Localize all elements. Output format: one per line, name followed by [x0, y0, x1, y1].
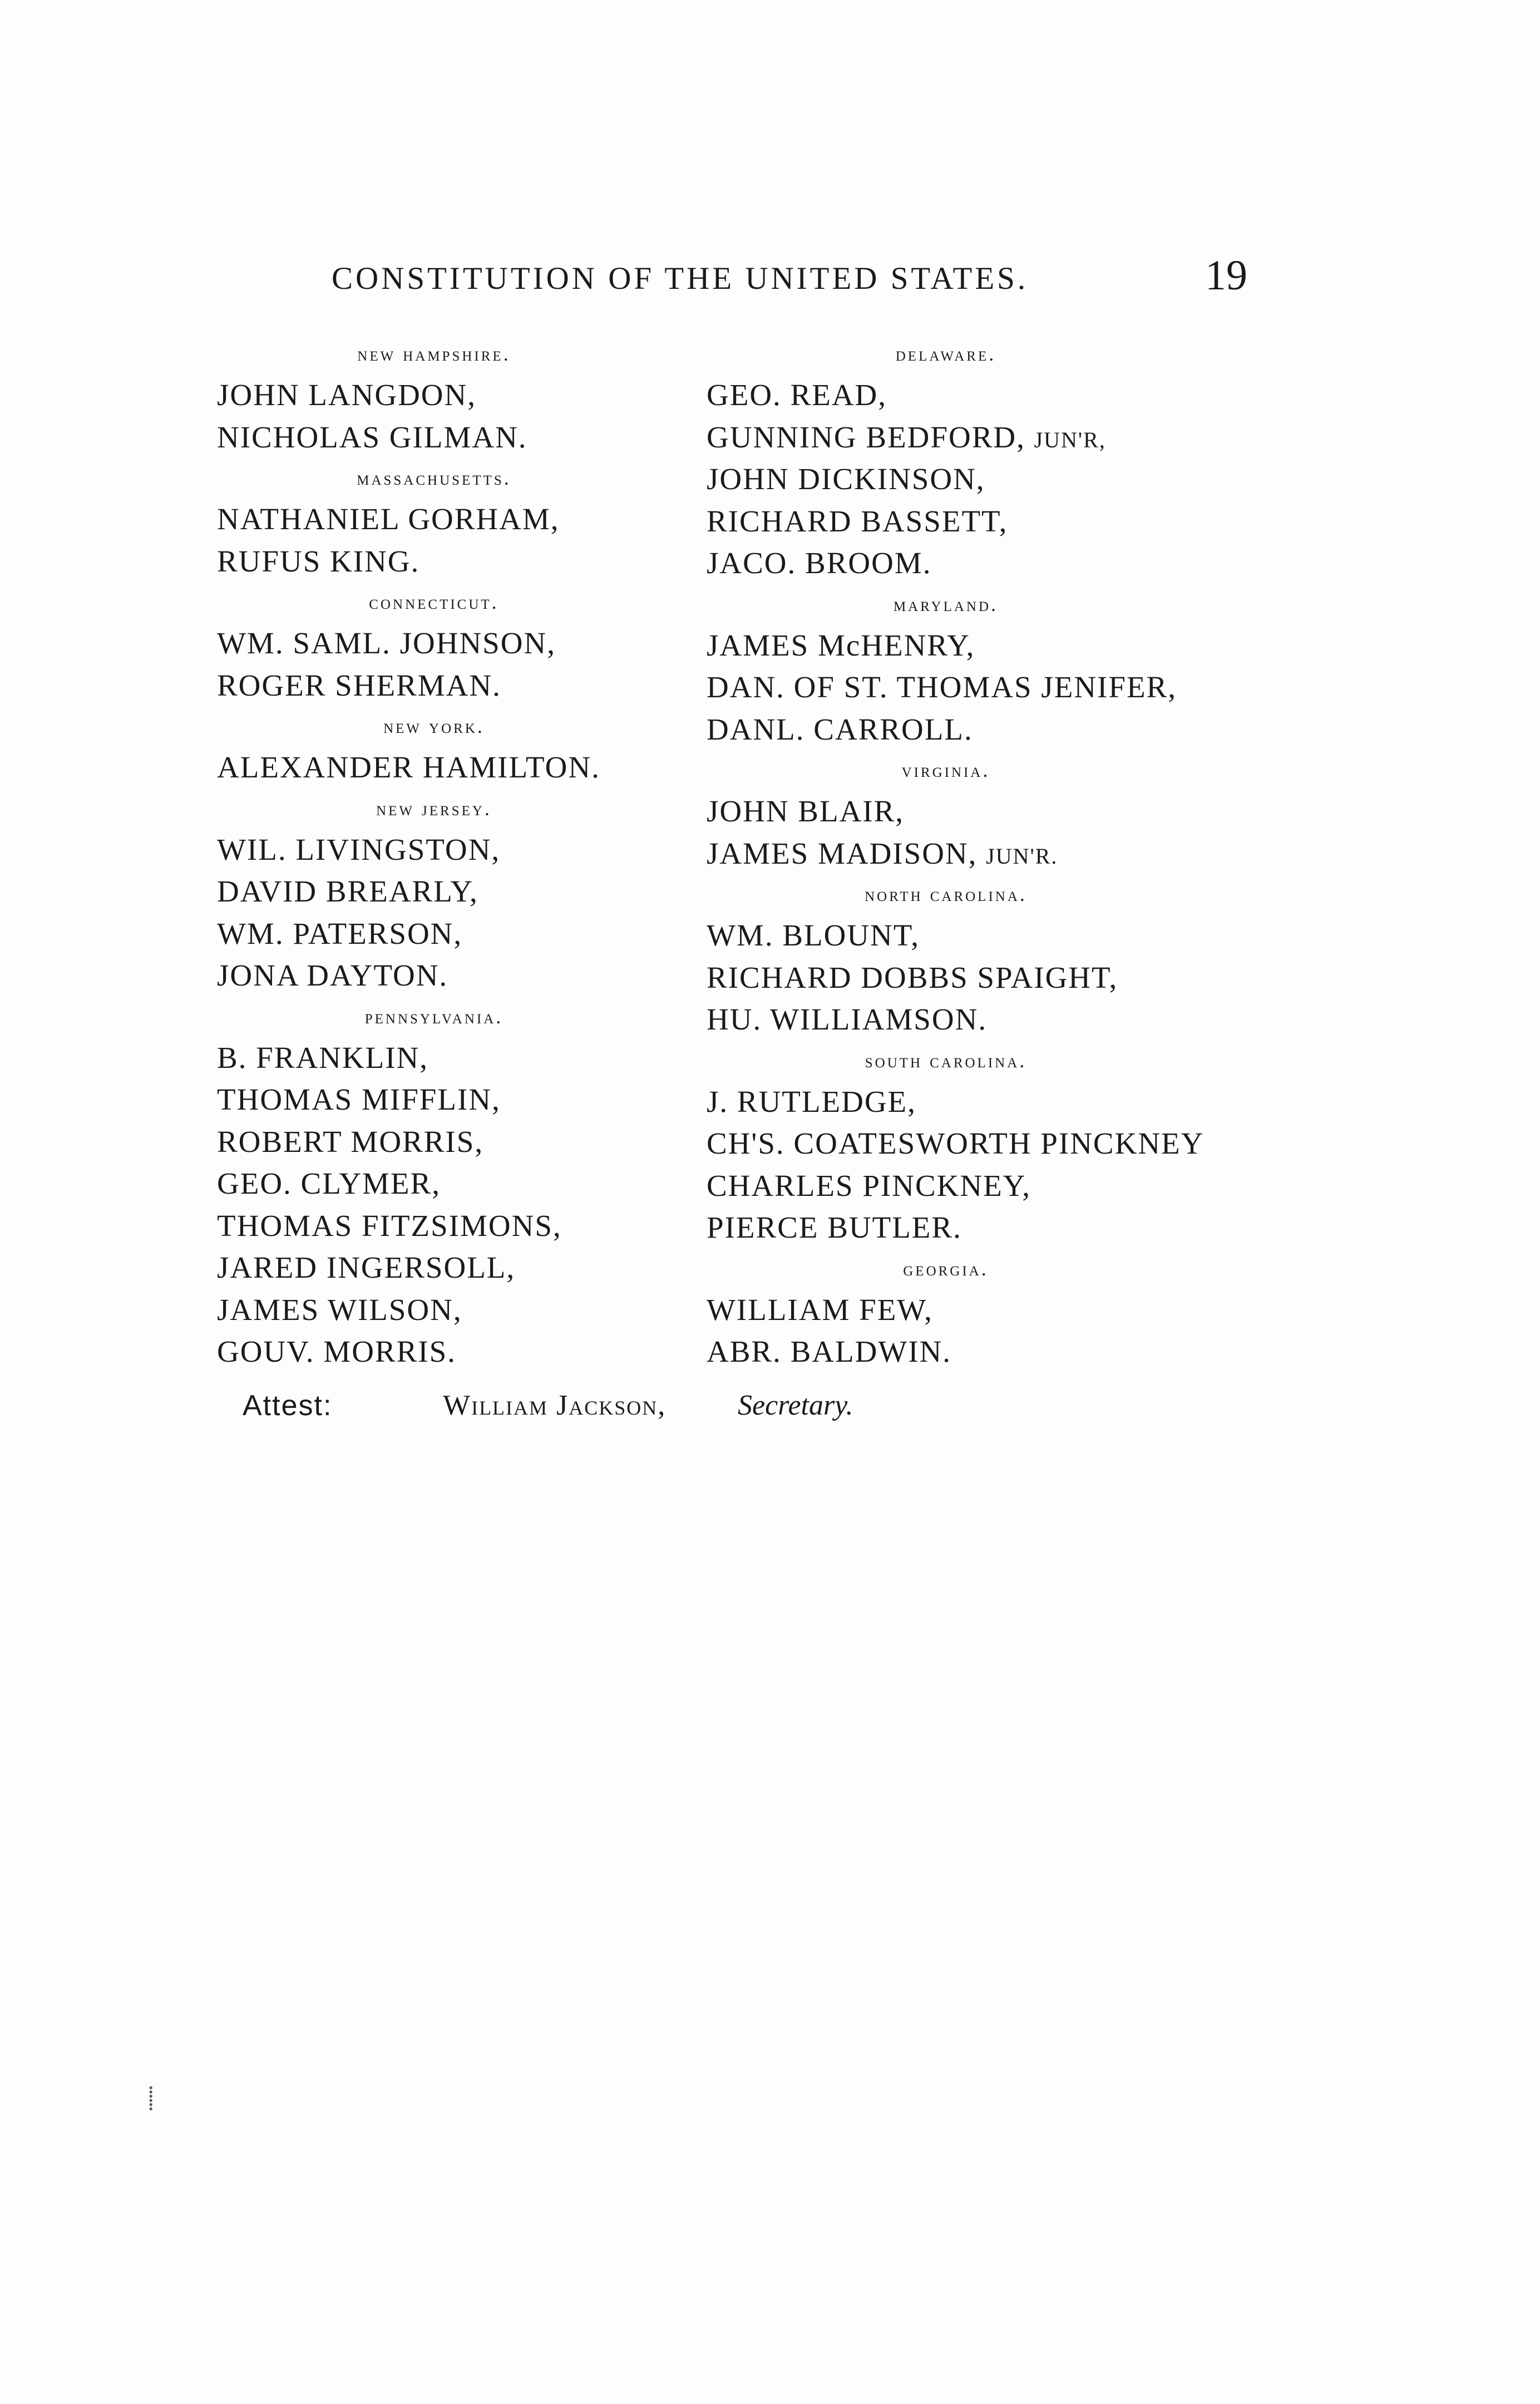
signer-name — [707, 914, 1241, 957]
signer-name-text: JOHN LANGDON, — [217, 378, 476, 412]
state-heading-text: new hampshire. — [357, 343, 511, 365]
signer-name-text: NICHOLAS GILMAN. — [217, 420, 527, 454]
state-heading — [217, 582, 651, 622]
state-heading — [707, 874, 1185, 914]
state-heading-text: new jersey. — [376, 797, 492, 820]
attest-label: Attest: — [243, 1390, 333, 1422]
signer-name-text: NATHANIEL GORHAM, — [217, 502, 560, 536]
signer-name — [707, 998, 1241, 1041]
right-signers-column — [707, 334, 1241, 1373]
signer-name — [707, 1331, 1241, 1373]
state-heading — [707, 1041, 1185, 1081]
signer-name-text: JOHN DICKINSON, — [707, 462, 985, 496]
signer-name — [217, 870, 751, 913]
page-header — [332, 252, 1261, 311]
signer-name — [217, 664, 751, 707]
signer-name-text: WIL. LIVINGSTON, — [217, 832, 501, 866]
signer-name — [217, 1205, 751, 1247]
signer-name — [217, 954, 751, 997]
state-heading-text: pennsylvania. — [364, 1005, 504, 1028]
signer-name-text: RICHARD BASSETT, — [707, 504, 1008, 538]
signer-name-text: JAMES WILSON, — [217, 1292, 462, 1327]
signer-name-text: RICHARD DOBBS SPAIGHT, — [707, 960, 1118, 994]
state-heading — [707, 334, 1185, 374]
signer-name-text: GEO. CLYMER, — [217, 1166, 441, 1200]
state-heading — [707, 750, 1185, 790]
signer-name-text: JONA DAYTON. — [217, 958, 448, 992]
signer-name-text: CH'S. COATESWORTH PINCKNEY — [707, 1126, 1205, 1160]
state-heading-text: connecticut. — [369, 591, 499, 613]
signer-name-text: GUNNING BEDFORD, — [707, 420, 1034, 454]
signer-name — [217, 1162, 751, 1205]
state-heading-text: maryland. — [893, 593, 999, 615]
signer-name-text: J. RUTLEDGE, — [707, 1084, 916, 1119]
state-heading-text: georgia. — [903, 1257, 989, 1280]
signer-name — [707, 708, 1241, 751]
signer-name-text: ROGER SHERMAN. — [217, 668, 501, 702]
state-heading — [217, 706, 651, 746]
signer-name-text: DAN. OF ST. THOMAS JENIFER, — [707, 670, 1177, 704]
signer-name — [217, 622, 751, 664]
signer-name — [217, 1247, 751, 1289]
signer-name-text: GEO. READ, — [707, 378, 887, 412]
signer-name-text: ABR. BALDWIN. — [707, 1334, 952, 1368]
signer-name — [217, 1331, 751, 1373]
signer-name — [707, 416, 1241, 459]
signer-name-text: WM. SAML. JOHNSON, — [217, 626, 556, 660]
signer-name — [217, 829, 751, 871]
signer-name-text: ROBERT MORRIS, — [217, 1124, 484, 1159]
signer-name — [217, 374, 751, 416]
signer-name — [217, 1037, 751, 1079]
signer-name — [217, 498, 751, 540]
signer-name — [217, 1121, 751, 1163]
signer-name-text: GOUV. MORRIS. — [217, 1334, 456, 1368]
signer-name — [707, 1206, 1241, 1249]
signer-name-text: WILLIAM FEW, — [707, 1292, 933, 1327]
state-heading — [217, 997, 651, 1037]
state-heading-text: massachusetts. — [357, 467, 511, 489]
signer-name-text: THOMAS MIFFLIN, — [217, 1082, 501, 1116]
signer-name-text: CHARLES PINCKNEY, — [707, 1168, 1031, 1203]
signer-name-text: JOHN BLAIR, — [707, 794, 905, 828]
left-signers-column — [217, 334, 751, 1373]
signer-name-text: HU. WILLIAMSON. — [707, 1002, 988, 1036]
state-heading — [217, 334, 651, 374]
secretary-name: William Jackson, — [443, 1390, 667, 1421]
page-number: 19 — [1205, 252, 1247, 299]
signer-name-text: ALEXANDER HAMILTON. — [217, 750, 600, 784]
signer-name — [707, 790, 1241, 832]
signer-name-text: PIERCE BUTLER. — [707, 1210, 962, 1244]
signer-name — [707, 374, 1241, 416]
secretary-title: Secretary. — [738, 1390, 853, 1421]
signer-name — [707, 458, 1241, 500]
signer-suffix: JUN'R. — [986, 843, 1058, 869]
state-heading — [707, 1249, 1185, 1289]
signer-name-text: WM. PATERSON, — [217, 916, 463, 950]
signer-name-text: DAVID BREARLY, — [217, 874, 478, 908]
signer-name-text: JARED INGERSOLL, — [217, 1250, 516, 1284]
signer-name — [707, 957, 1241, 999]
margin-mark: ⸽ — [148, 2086, 154, 2111]
state-heading-text: virginia. — [901, 759, 990, 781]
signer-name — [707, 542, 1241, 584]
signer-name — [707, 624, 1241, 667]
signer-name — [217, 1289, 751, 1331]
signer-name — [217, 913, 751, 955]
signer-name-text: WM. BLOUNT, — [707, 918, 920, 952]
state-heading-text: delaware. — [895, 343, 996, 365]
state-heading — [707, 584, 1185, 624]
signer-name — [707, 500, 1241, 543]
signer-name — [707, 666, 1241, 708]
signer-name-text: B. FRANKLIN, — [217, 1040, 428, 1075]
signer-name — [217, 1078, 751, 1121]
signer-name — [707, 1289, 1241, 1331]
signer-suffix: JUN'R, — [1034, 427, 1106, 452]
signer-name-text: THOMAS FITZSIMONS, — [217, 1208, 562, 1243]
signer-name-text: JAMES McHENRY, — [707, 628, 975, 662]
signer-name — [707, 1122, 1241, 1165]
signer-name-text: JACO. BROOM. — [707, 546, 932, 580]
state-heading-text: north carolina. — [865, 883, 1027, 905]
signer-name-text: JAMES MADISON, — [707, 836, 986, 870]
state-heading-text: south carolina. — [865, 1049, 1027, 1072]
running-title: CONSTITUTION OF THE UNITED STATES. — [332, 261, 1029, 296]
signer-name-text: RUFUS KING. — [217, 544, 420, 578]
state-heading — [217, 789, 651, 829]
signer-name — [217, 540, 751, 583]
state-heading-text: new york. — [383, 715, 485, 737]
signer-name — [217, 746, 751, 789]
signer-name — [217, 416, 751, 459]
state-heading — [217, 458, 651, 498]
signer-name — [707, 1165, 1241, 1207]
signer-name — [707, 1081, 1241, 1123]
signer-name-text: DANL. CARROLL. — [707, 712, 973, 746]
signer-name — [707, 832, 1241, 875]
